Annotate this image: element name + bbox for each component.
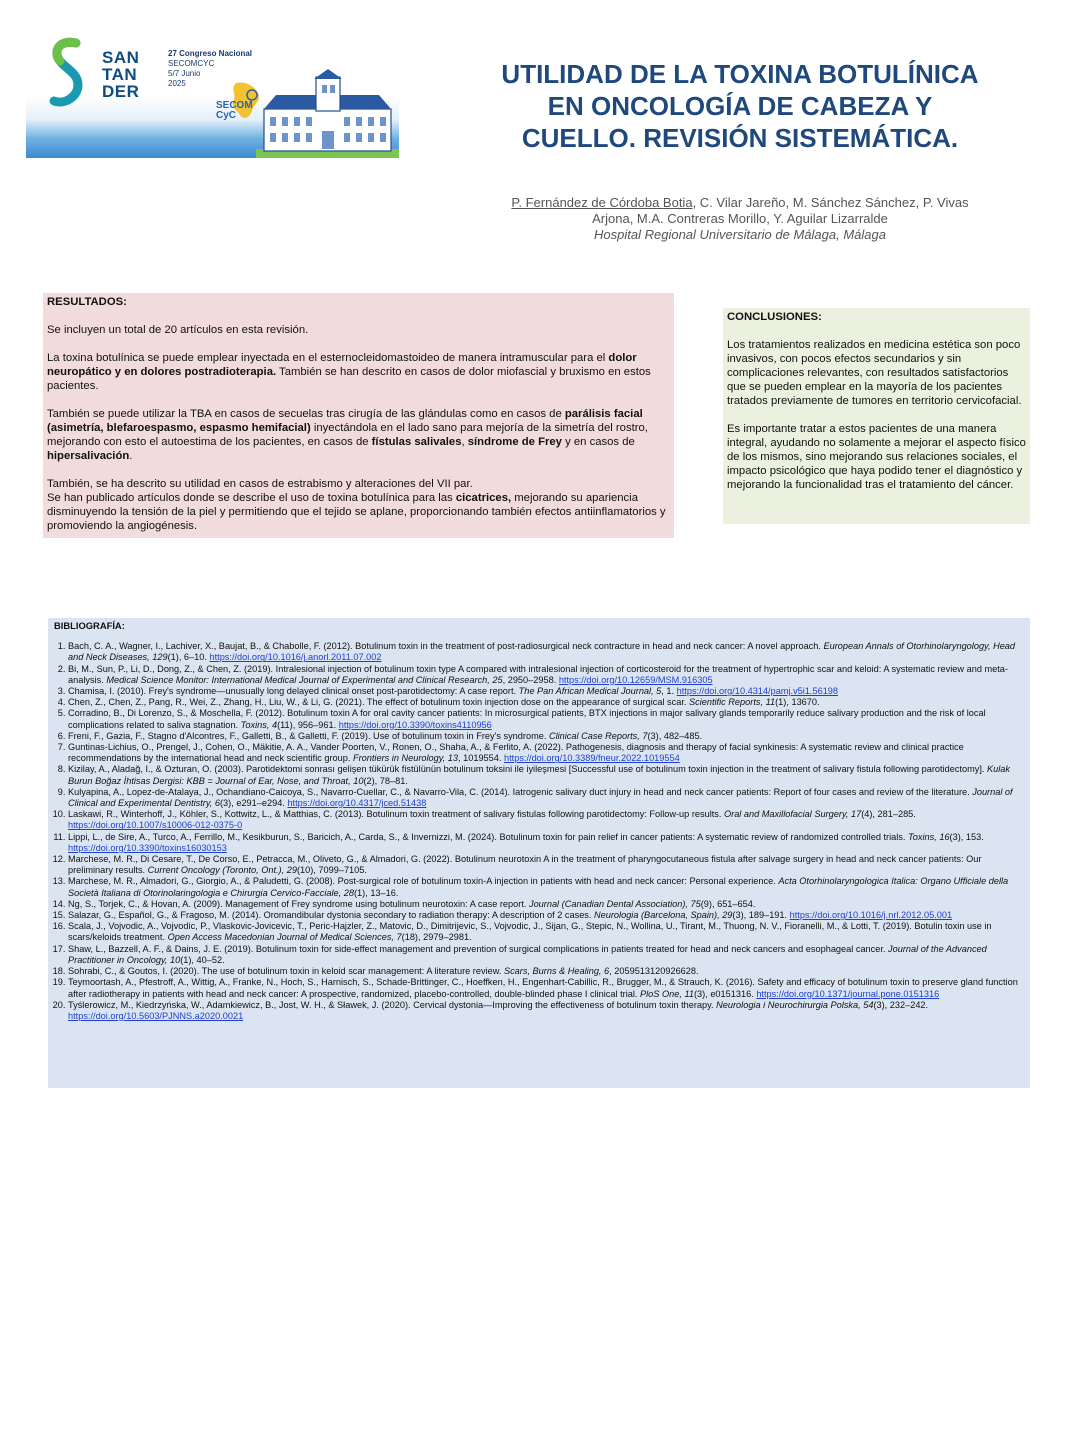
reference-authors-title: Laskawi, R., Winterhoff, J., Köhler, S., Kottwitz, L., & Matthias, C. (2013). Botulinum toxin treatment of salivary fistulas following parotidectomy: Follow-up results. [68, 809, 724, 820]
results-text: mejorando su apariencia disminuyendo la tensión de la piel y permitiendo que el tejido se aplane, proporcionando también efectos antiinflamatorios y promoviendo la angiogénesis. [47, 492, 666, 532]
palace-building-illustration [256, 69, 399, 158]
reference-pages: (9), 651–654. [700, 898, 756, 909]
results-text: También, se ha descrito su utilidad en casos de estrabismo y alteraciones del VII par. [47, 478, 473, 490]
reference-pages: (3), e291–e294. [220, 798, 288, 809]
city-line: DER [102, 82, 140, 101]
reference-journal: Medical Science Monitor: International Medical Journal of Experimental and Clinical Research, 25 [106, 674, 503, 685]
reference-journal: Neurologia (Barcelona, Spain), 29 [594, 910, 733, 921]
reference-item [68, 787, 1024, 809]
reference-journal: Toxins, 4 [240, 719, 278, 730]
reference-authors-title: Teymoortash, A., Pfestroff, A., Wittig, A., Franke, N., Hoch, S., Harnisch, S., Schade-Brittinger, C., Hoeffken, H., Engenhart-Cabillic, R., Brugger, M., & Strauch, K. (2016). Safety and efficacy of botulinum toxin to preserve gland function after radiotherapy in patients with head and neck cancer: A prospective, randomized, placebo-controlled, double-blinded phase I clinical trial. [68, 977, 1018, 999]
reference-authors-title: Corradino, B., Di Lorenzo, S., & Moschella, F. (2012). Botulinum toxin A for oral cavity cancer patients: In microsurgical patients, BTX injections in major salivary glands temporarily reduce salivary production and the risk of local complications related to saliva stagnation. [68, 708, 986, 730]
reference-item [68, 641, 1024, 663]
reference-journal: Clinical Case Reports, 7 [548, 730, 648, 741]
results-highlight: fístulas salivales [371, 436, 462, 448]
reference-journal: Neurologia i Neurochirurgia Polska, 54 [716, 999, 874, 1010]
reference-authors-title: Bach, C. A., Wagner, I., Lachiver, X., Baujat, B., & Chabolle, F. (2012). Botulinum toxin in the treatment of post-radiosurgical neck contracture in head and neck cancer: A novel approach. [68, 641, 824, 652]
santander-s-logo-icon [46, 35, 90, 115]
results-section [43, 293, 674, 538]
results-highlight: dolor neuropático y en dolores postradioterapia. [47, 352, 637, 378]
reference-authors-title: Chamisa, I. (2010). Frey's syndrome—unusually long delayed clinical onset post-parotidectomy: A case report. [68, 686, 519, 697]
results-heading: RESULTADOS: [47, 296, 127, 308]
reference-journal: European Annals of Otorhinolaryngology, Head and Neck Diseases, 129 [68, 641, 1016, 663]
results-highlight: hipersalivación [47, 450, 130, 462]
congress-line: 2025 [168, 79, 186, 88]
reference-journal: Oral and Maxillofacial Surgery, 17 [723, 809, 862, 820]
reference-authors-title: Kizilay, A., Aladağ, I., & Ozturan, O. (2003). Parotidektomi sonrası gelişen tükürük fistülünün botulinum toksini ile iyileşmesi [Successful use of botulinum toxin injection in the treatment of salivary fistula following parotidectomy]. [68, 764, 988, 775]
reference-doi-link[interactable]: https://doi.org/10.1016/j.anorl.2011.07.002 [209, 652, 382, 663]
reference-pages: (18), 2979–2981. [401, 932, 472, 943]
reference-pages: (3), 482–485. [647, 730, 703, 741]
reference-doi-link[interactable]: https://doi.org/10.3389/fneur.2022.1019554 [504, 753, 680, 764]
reference-journal: Kulak Burun Boğaz İhtisas Dergisi: KBB = Journal of Ear, Nose, and Throat, 10 [68, 764, 1011, 786]
reference-item [68, 686, 1024, 697]
results-text: Se han publicado artículos donde se describe el uso de toxina botulínica para las [47, 492, 456, 504]
reference-item [68, 832, 1024, 854]
bibliography-heading: BIBLIOGRAFÍA: [54, 620, 125, 631]
reference-doi-link[interactable]: https://doi.org/10.1007/s10006-012-0375-0 [68, 820, 243, 831]
city-line: SAN [102, 48, 140, 67]
reference-journal: Toxins, 16 [908, 831, 950, 842]
reference-journal: Current Oncology (Toronto, Ont.), 29 [147, 865, 297, 876]
reference-item [68, 764, 1024, 786]
reference-journal: Journal (Canadian Dental Association), 75 [528, 898, 701, 909]
reference-pages: , 1. [661, 686, 677, 697]
reference-doi-link[interactable]: https://doi.org/10.3390/toxins16030153 [68, 842, 227, 853]
reference-journal: Journal of the Advanced Practitioner in Oncology, 10 [68, 943, 987, 965]
reference-authors-title: Kulyapina, A., Lopez-de-Atalaya, J., Ochandiano-Caicoya, S., Navarro-Cuellar, C., & Navarro-Vila, C. (2014). Iatrogenic salivary duct injury in head and neck cancer patients: Report of four cases and review of the literature. [68, 786, 973, 797]
reference-doi-link[interactable]: https://doi.org/10.1016/j.nrl.2012.05.001 [789, 910, 953, 921]
results-paragraph [47, 351, 670, 393]
reference-doi-link[interactable]: https://doi.org/10.4317/jced.51438 [287, 798, 427, 809]
results-text: También se puede utilizar la TBA en casos de secuelas tras cirugía de las glándulas como en casos de [47, 408, 565, 420]
reference-pages: (4), 281–285. [861, 809, 916, 820]
congress-banner [26, 21, 399, 158]
reference-item [68, 697, 1024, 708]
reference-journal: Scars, Burns & Healing, 6 [503, 966, 610, 977]
reference-pages: (1), 13–16. [353, 887, 399, 898]
reference-pages: (2), 78–81. [363, 775, 408, 786]
congress-line: SECOMCYC [168, 59, 215, 68]
reference-item [68, 1000, 1024, 1022]
reference-item [68, 809, 1024, 831]
poster-title: UTILIDAD DE LA TOXINA BOTULÍNICA EN ONCOLOGÍA DE CABEZA Y CUELLO. REVISIÓN SISTEMÁTICA. [501, 59, 979, 153]
results-text: . [129, 450, 133, 462]
reference-doi-link[interactable]: https://doi.org/10.1371/journal.pone.0151316 [756, 988, 940, 999]
reference-authors-title: Ng, S., Torjek, C., & Hovan, A. (2009). Management of Frey syndrome using botulinum neurotoxin: A case report. [68, 898, 529, 909]
reference-pages: (1), 6–10. [167, 652, 210, 663]
city-line: TAN [102, 65, 138, 84]
results-text: También se han descrito en casos de dolor miofascial y bruxismo en estos pacientes. [47, 366, 651, 392]
reference-doi-link[interactable]: https://doi.org/10.4314/pamj.v5i1.56198 [676, 686, 839, 697]
reference-doi-link[interactable]: https://doi.org/10.3390/toxins4110956 [338, 719, 492, 730]
hospital-affiliation: Hospital Regional Universitario de Málaga, Málaga [594, 227, 886, 242]
reference-journal: The Pan African Medical Journal, 5 [518, 686, 662, 697]
results-text: y en casos de [561, 436, 635, 448]
reference-item [68, 731, 1024, 742]
reference-authors-title: Salazar, G., Español, G., & Fragoso, M. (2014). Oromandibular dystonia secondary to radiation therapy: A description of 2 cases. [68, 910, 595, 921]
authors-block [490, 195, 990, 243]
reference-authors-title: Bi, M., Sun, P., Li, D., Dong, Z., & Chen, Z. (2019). Intralesional injection of botulinum toxin type A compared with intralesional injection of corticosteroid for the treatment of hypertrophic scar and keloid: A systematic review and meta-analysis. [68, 663, 1008, 685]
reference-pages: , 1019554. [458, 753, 504, 764]
conclusions-paragraph: Los tratamientos realizados en medicina estética son poco invasivos, con pocos efectos secundarios y sin complicaciones relevantes, con resultados satisfactorios que se pueden emplear en la mayoría de los pacientes tratados previamente de tumores en territorio cervicofacial. [727, 339, 1022, 407]
results-text: Se incluyen un total de 20 artículos en esta revisión. [47, 324, 309, 336]
reference-pages: , 2059513120926628. [609, 966, 699, 977]
reference-journal: Scientific Reports, 11 [688, 697, 776, 708]
reference-authors-title: Chen, Z., Chen, Z., Pang, R., Wei, Z., Zhang, H., Liu, W., & Li, G. (2021). The effect of botulinum toxin injection dose on the appearance of surgical scar. [68, 697, 689, 708]
conclusions-section [723, 308, 1030, 524]
reference-pages: , 2950–2958. [502, 674, 559, 685]
reference-item [68, 899, 1024, 910]
results-highlight: cicatrices, [455, 492, 512, 504]
results-text: La toxina botulínica se puede emplear inyectada en el esternocleidomastoideo de manera intramuscular para el [47, 352, 609, 364]
congress-line: 27 Congreso Nacional [168, 49, 253, 58]
results-paragraph [47, 477, 670, 533]
reference-journal: Open Access Macedonian Journal of Medical Sciences, 7 [167, 932, 402, 943]
reference-item [68, 708, 1024, 730]
reference-pages: (1), 40–52. [180, 954, 225, 965]
conclusions-heading: CONCLUSIONES: [727, 311, 822, 323]
reference-item [68, 664, 1024, 686]
reference-doi-link[interactable]: https://doi.org/10.5603/PJNNS.a2020.0021 [68, 1010, 244, 1021]
secom-line: SECOM [216, 100, 253, 111]
secom-text-logo [216, 101, 253, 121]
reference-item [68, 977, 1024, 999]
reference-item [68, 944, 1024, 966]
reference-pages: (1), 13670. [775, 697, 820, 708]
reference-item [68, 854, 1024, 876]
other-authors: , C. Vilar Jareño, M. Sánchez Sánchez, P. Vivas Arjona, M.A. Contreras Morillo, Y. Aguilar Lizarralde [592, 195, 969, 226]
bibliography-section [48, 618, 1030, 1088]
results-paragraph [47, 323, 670, 337]
results-text: , [461, 436, 468, 448]
reference-journal: Acta Otorhinolaryngologica Italica: Organo Ufficiale della Società Italiana di Otorinolaringologia e Chirurgia Cervico-Facciale, 28 [68, 876, 1009, 898]
reference-item [68, 921, 1024, 943]
reference-item [68, 742, 1024, 764]
first-author: P. Fernández de Córdoba Botia [511, 195, 693, 210]
reference-pages: (3), 189–191. [732, 910, 790, 921]
reference-list [54, 641, 1024, 1022]
reference-doi-link[interactable]: https://doi.org/10.12659/MSM.916305 [558, 674, 713, 685]
reference-journal: Journal of Clinical and Experimental Dentistry, 6 [68, 786, 1013, 809]
reference-authors-title: Tyślerowicz, M., Kiedrzyńska, W., Adamkiewicz, B., Jost, W. H., & Sławek, J. (2020). Cervical dystonia—Improving the effectiveness of botulinum toxin therapy. [68, 999, 717, 1010]
reference-pages: (3), 232–242. [873, 999, 929, 1010]
secom-line: CyC [216, 110, 237, 121]
reference-authors-title: Freni, F., Gazia, F., Stagno d'Alcontres, F., Galletti, B., & Galletti, F. (2019). Use of botulinum toxin in Frey's syndrome. [68, 730, 549, 741]
conclusions-paragraph: Es importante tratar a estos pacientes de una manera integral, ayudando no solamente a mejorar el aspecto físico de los mismos, sino mejorando sus relaciones sociales, el impacto psicológico que haya podido tener el diagnóstico y mejorando la funcionalidad tras el tratamiento del cáncer. [727, 423, 1026, 491]
reference-pages: (11), 956–961. [277, 719, 339, 730]
reference-authors-title: Sohrabi, C., & Goutos, I. (2020). The use of botulinum toxin in keloid scar management: A literature review. [68, 966, 504, 977]
reference-authors-title: Marchese, M. R., Di Cesare, T., De Corso, E., Petracca, M., Oliveto, G., & Almadori, G. (2022). Botulinum neurotoxin A in the treatment of pharyngocutaneous fistula after salvage surgery in head and neck cancer patients: Our preliminary results. [68, 854, 982, 876]
reference-pages: (3), 153. [949, 831, 984, 842]
reference-authors-title: Lippi, L., de Sire, A., Turco, A., Ferrillo, M., Kesikburun, S., Baricich, A., Carda, S., & Invernizzi, M. (2024). Botulinum toxin for pain relief in cancer patients: A systematic review of randomized controlled trials. [68, 831, 908, 842]
reference-authors-title: Guntinas-Lichius, O., Prengel, J., Cohen, O., Mäkitie, A. A., Vander Poorten, V., Ronen, O., Shaha, A., & Ferlito, A. (2022). Pathogenesis, diagnosis and therapy of facial synkinesis: A systematic review and clinical practice recommendations by the international head and neck scientific group. [68, 742, 964, 764]
reference-authors-title: Marchese, M. R., Almadori, G., Giorgio, A., & Paludetti, G. (2008). Post-surgical role of botulinum toxin-A injection in patients with head and neck cancer: Personal experience. [68, 876, 779, 887]
reference-journal: PloS One, 11 [640, 988, 694, 999]
city-name [102, 49, 139, 100]
reference-item [68, 910, 1024, 921]
reference-journal: Frontiers in Neurology, 13 [352, 753, 459, 764]
reference-authors-title: Shaw, L., Bazzell, A. F., & Dains, J. E. (2019). Botulinum toxin for side-effect management and prevention of surgical complications in patients treated for head and neck cancers and esophageal cancer. [68, 943, 889, 954]
results-highlight: parálisis facial (asimetría, blefaroespasmo, espasmo hemifacial) [47, 408, 643, 434]
results-paragraph [47, 407, 670, 463]
reference-authors-title: Scala, J., Vojvodic, A., Vojvodic, P., Vlaskovic-Jovicevic, T., Peric-Hajzler, Z., Matovic, D., Dimitrijevic, S., Vojvodic, J., Sijan, G., Stepic, N., Wollina, U., Tirant, M., Thuong, N. V., Fioranelli, M., & Lotti, T. (2019). Botulin toxin use in scars/keloids treatment. [68, 921, 992, 943]
congress-line: 5/7 Junio [168, 69, 201, 78]
reference-item [68, 966, 1024, 977]
reference-item [68, 876, 1024, 898]
results-text: inyectándola en el lado sano para mejoría de la simetría del rostro, mejorando con esto el autoestima de los pacientes, en casos de [47, 422, 648, 448]
results-highlight: síndrome de Frey [467, 436, 562, 448]
reference-pages: (3), e0151316. [693, 988, 757, 999]
reference-pages: (10), 7099–7105. [296, 865, 367, 876]
